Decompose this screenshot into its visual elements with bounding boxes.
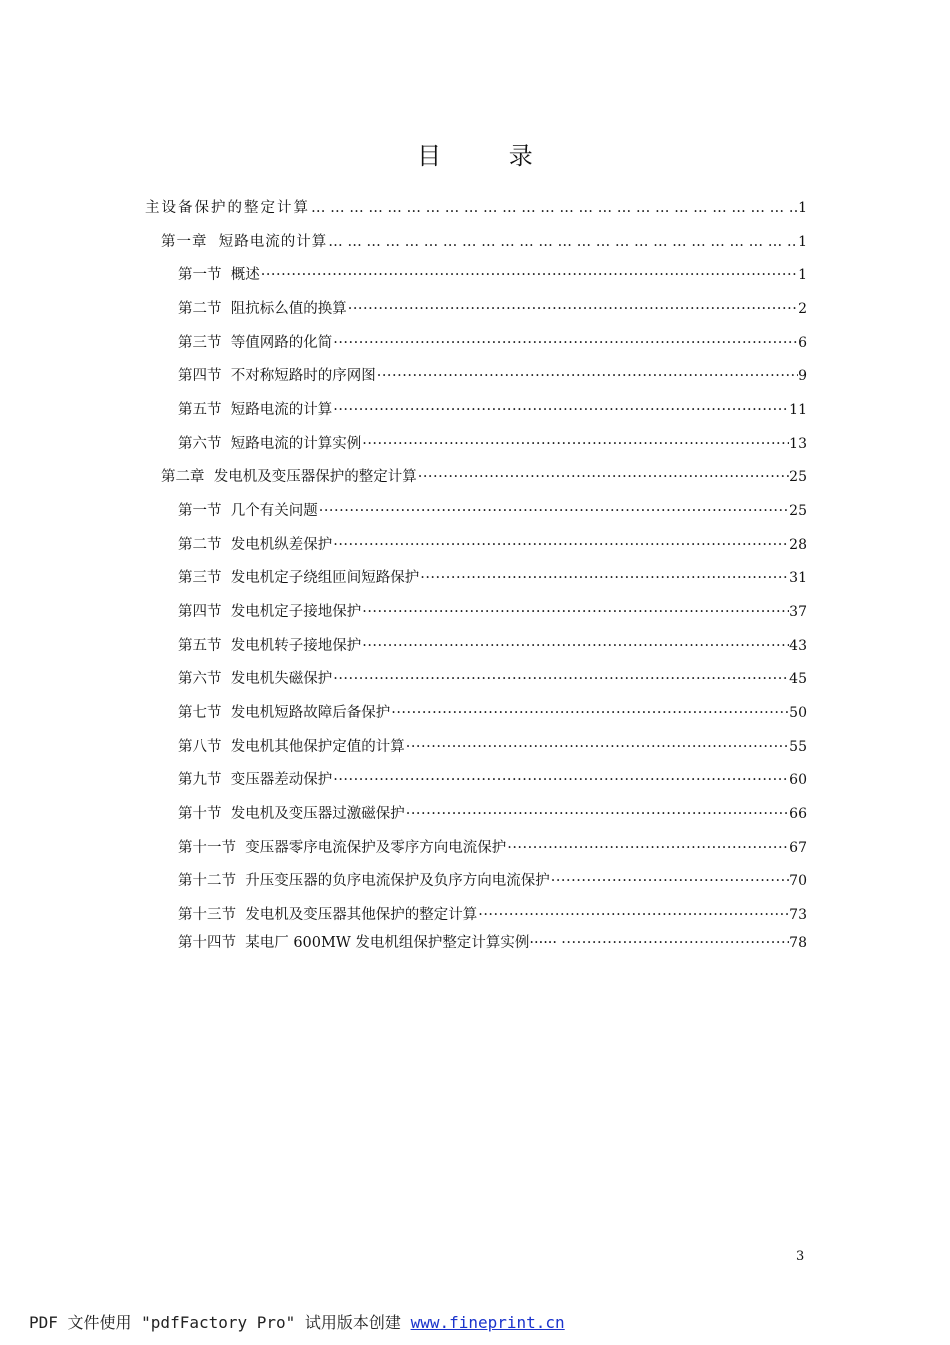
toc-entry-title: 第四节 不对称短路时的序网图 — [178, 368, 376, 384]
toc-leader — [332, 669, 789, 689]
toc-entry-page: 60 — [789, 772, 807, 788]
toc-entry[interactable] — [178, 499, 807, 521]
page-number: 3 — [796, 1249, 805, 1264]
toc-entry-title: 第二节 发电机纵差保护 — [178, 537, 333, 553]
toc-entry-page: 66 — [789, 806, 807, 822]
toc-leader — [419, 568, 789, 588]
toc-entry-page: 28 — [789, 537, 807, 553]
toc-entry-title: 第三节 发电机定子绕组匝间短路保护 — [178, 570, 420, 586]
toc-entry-page: 25 — [789, 503, 807, 519]
toc-entry[interactable] — [178, 364, 807, 386]
toc-entry[interactable] — [178, 768, 807, 790]
toc-leader — [361, 602, 789, 622]
toc-entry-title: 第九节 变压器差动保护 — [178, 772, 333, 788]
toc-entry-title: 第十三节 发电机及变压器其他保护的整定计算 — [178, 907, 478, 923]
toc-entry[interactable] — [178, 836, 807, 858]
toc-leader — [405, 737, 789, 757]
toc-leader — [327, 232, 798, 252]
toc-leader — [376, 366, 798, 386]
toc-entry[interactable] — [178, 331, 807, 353]
toc-entry-page: 31 — [789, 570, 807, 586]
toc-entry-title: 第十二节 升压变压器的负序电流保护及负序方向电流保护 — [178, 873, 550, 889]
toc-entry[interactable] — [178, 869, 807, 891]
toc-leader — [506, 838, 789, 858]
toc-entry-title: 第一节 概述 — [178, 267, 260, 283]
toc-entry-title: 第二节 阻抗标么值的换算 — [178, 301, 347, 317]
toc-leader — [361, 434, 789, 454]
toc-entry-title: 第六节 发电机失磁保护 — [178, 671, 333, 687]
toc-leader — [332, 535, 789, 555]
toc-entry-page: 67 — [789, 840, 807, 856]
toc-leader — [417, 467, 789, 487]
toc-leader — [332, 770, 789, 790]
toc-entry[interactable] — [178, 432, 807, 454]
toc-entry-page: 9 — [798, 368, 807, 384]
toc-entry[interactable] — [178, 667, 807, 689]
toc-entry-page: 43 — [789, 638, 807, 654]
toc-entry[interactable] — [178, 533, 807, 555]
toc-entry[interactable] — [178, 701, 807, 723]
toc-entry-page: 1 — [798, 267, 807, 283]
toc-leader — [310, 198, 798, 218]
toc-entry-title: 第一章 短路电流的计算 — [161, 234, 328, 250]
toc-entry-title: 第一节 几个有关问题 — [178, 503, 318, 519]
toc-entry[interactable] — [161, 230, 807, 252]
toc-entry-page: 73 — [789, 907, 807, 923]
toc-entry-title: 第四节 发电机定子接地保护 — [178, 604, 362, 620]
toc-entry[interactable] — [178, 600, 807, 622]
toc-entry-page: 55 — [789, 739, 807, 755]
toc-leader — [477, 905, 789, 925]
toc-entry[interactable] — [178, 634, 807, 656]
toc-leader — [347, 299, 798, 319]
toc-entry[interactable] — [178, 931, 807, 953]
toc-entry[interactable] — [178, 903, 807, 925]
toc-entry-page: 6 — [798, 335, 807, 351]
page-title: 目 录 — [417, 142, 563, 170]
footer-text: PDF 文件使用 "pdfFactory Pro" 试用版本创建 — [29, 1313, 411, 1332]
toc-entry-page: 11 — [789, 402, 807, 418]
toc-leader — [390, 703, 789, 723]
toc-entry[interactable] — [178, 263, 807, 285]
toc-entry[interactable] — [161, 465, 807, 487]
toc-leader — [560, 933, 789, 953]
toc-entry[interactable] — [178, 297, 807, 319]
toc-entry-title: 第六节 短路电流的计算实例 — [178, 436, 362, 452]
toc-entry-title: 第十四节 某电厂 600MW 发电机组保护整定计算实例······ — [178, 935, 558, 951]
toc-entry-page: 70 — [789, 873, 807, 889]
toc-entry-title: 第三节 等值网路的化简 — [178, 335, 333, 351]
toc-leader — [260, 265, 798, 285]
toc-entry[interactable] — [178, 735, 807, 757]
toc-entry-page: 25 — [789, 469, 807, 485]
toc-entry-title: 第八节 发电机其他保护定值的计算 — [178, 739, 405, 755]
toc-entry[interactable] — [178, 398, 807, 420]
toc-entry-page: 1 — [798, 234, 807, 250]
toc-leader — [550, 871, 789, 891]
toc-entry-page: 45 — [789, 671, 807, 687]
pdf-footer — [29, 1310, 565, 1333]
toc-leader — [405, 804, 789, 824]
toc-entry-title: 主设备保护的整定计算 — [145, 200, 310, 216]
toc-entry[interactable] — [145, 196, 807, 218]
toc-entry-title: 第十节 发电机及变压器过激磁保护 — [178, 806, 405, 822]
toc-entry-title: 第十一节 变压器零序电流保护及零序方向电流保护 — [178, 840, 507, 856]
toc-entry-page: 13 — [789, 436, 807, 452]
toc-leader — [332, 333, 798, 353]
toc-leader — [361, 636, 789, 656]
toc-entry-page: 1 — [798, 200, 807, 216]
toc-entry[interactable] — [178, 802, 807, 824]
toc-entry-title: 第五节 发电机转子接地保护 — [178, 638, 362, 654]
toc-entry-page: 2 — [798, 301, 807, 317]
footer-link[interactable]: www.fineprint.cn — [410, 1313, 565, 1332]
toc-leader — [318, 501, 789, 521]
toc-entry-title: 第七节 发电机短路故障后备保护 — [178, 705, 391, 721]
toc-entry-page: 37 — [789, 604, 807, 620]
toc-leader — [332, 400, 789, 420]
toc-entry-title: 第二章 发电机及变压器保护的整定计算 — [161, 469, 417, 485]
toc-entry-page: 50 — [789, 705, 807, 721]
toc-entry[interactable] — [178, 566, 807, 588]
toc-entry-page: 78 — [789, 935, 807, 951]
toc-entry-title: 第五节 短路电流的计算 — [178, 402, 333, 418]
